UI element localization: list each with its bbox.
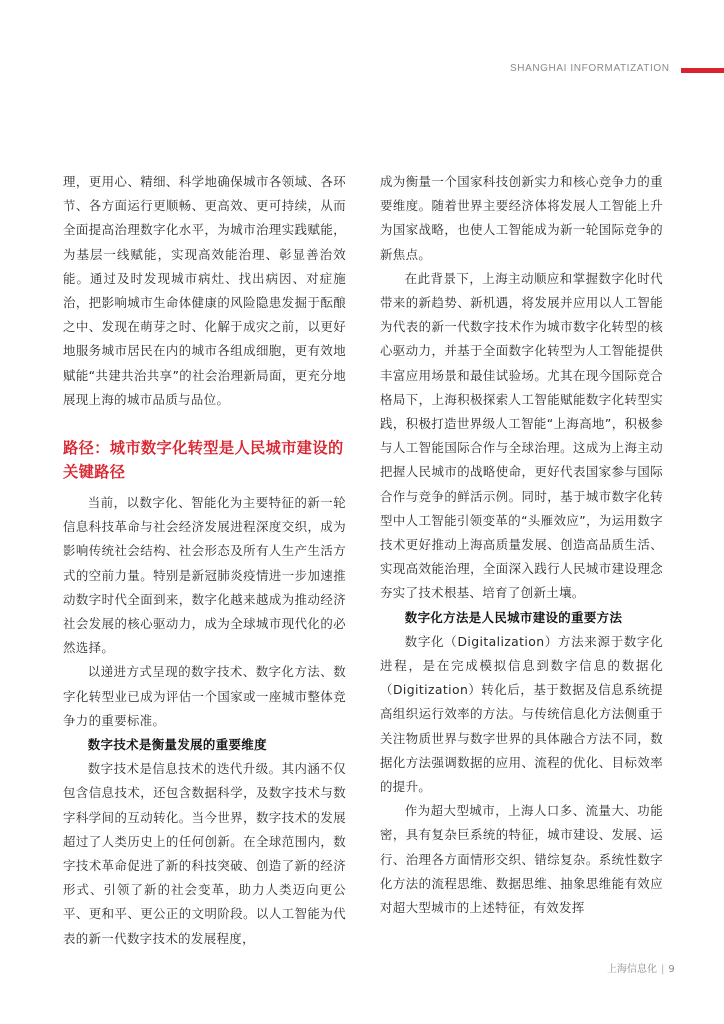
paragraph: 作为超大型城市，上海人口多、流量大、功能密，具有复杂巨系统的特征，城市建设、发展、运行、治理各方面情形交织、错综复杂。系统性数字化方法的流程思维、数据思维、抽象思维能有效应对超大型城市的上述特征，有效发挥 xyxy=(380,803,663,916)
paragraph-continued: 成为衡量一个国家科技创新实力和核心竞争力的重要维度。随着世界主要经济体将发展人工智能上升为国家战略，也使人工智能成为新一轮国际竞争的新焦点。 xyxy=(380,174,663,262)
right-column xyxy=(380,170,663,920)
paragraph: 当前，以数字化、智能化为主要特征的新一轮信息科技革命与社会经济发展进程深度交织，成为影响传统社会结构、社会形态及所有人生产生活方式的空前力量。特别是新冠肺炎疫情进一步加速推动数字时代全面到来，数字化越来越成为推动经济社会发展的核心驱动力，成为全球城市现代化的必然选择。 xyxy=(63,495,346,656)
sub-heading: 数字技术是衡量发展的重要维度 xyxy=(87,737,267,753)
publication-name: 上海信息化 xyxy=(607,964,657,975)
section-heading: 路径：城市数字化转型是人民城市建设的关键路径 xyxy=(63,439,344,482)
page-footer xyxy=(607,960,675,975)
paragraph: 数字化（Digitalization）方法来源于数字化进程，是在完成模拟信息到数字信息的数据化（Digitization）转化后，基于数据及信息系统提高组织运行效率的方法。与传统信息化方法侧重于关注物质世界与数字世界的具体融合方法不同，数据化方法强调数据的应用、流程的优化、目标效率的提升。 xyxy=(380,633,663,795)
page-number: 9 xyxy=(668,964,675,975)
header-brand: SHANGHAI INFORMATIZATION xyxy=(510,63,670,74)
paragraph: 数字技术是信息技术的迭代升级。其内涵不仅包含信息技术，还包含数据科学，及数字技术与数字科学间的互动转化。当今世界，数字技术的发展超过了人类历史上的任何创新。在全球范围内，数字技术革命促进了新的科技突破、创造了新的经济形式、引领了新的社会变革，助力人类迈向更公平、更和平、更公正的文明阶段。以人工智能为代表的新一代数字技术的发展程度， xyxy=(63,761,346,946)
sub-heading: 数字化方法是人民城市建设的重要方法 xyxy=(404,609,623,625)
footer-divider: | xyxy=(661,964,665,975)
header-accent-bar xyxy=(681,68,724,73)
paragraph-continued: 理，更用心、精细、科学地确保城市各领域、各环节、各方面运行更顺畅、更高效、更可持续，从而全面提高治理数字化水平，为城市治理实践赋能，为基层一线赋能，实现高效能治理、彰显善治效能。通过及时发现城市病灶、找出病因、对症施治，把影响城市生命体健康的风险隐患发掘于酝酿之中、发现在萌芽之时、化解于成灾之前，以更好地服务城市居民在内的城市各组成细胞，更有效地赋能“共建共治共享”的社会治理新局面，更充分地展现上海的城市品质与品位。 xyxy=(63,174,346,407)
paragraph: 以递进方式呈现的数字技术、数字化方法、数字化转型业已成为评估一个国家或一座城市整体竞争力的重要标准。 xyxy=(63,664,346,728)
paragraph: 在此背景下，上海主动顺应和掌握数字化时代带来的新趋势、新机遇，将发展并应用以人工智能为代表的新一代数字技术作为城市数字化转型的核心驱动力，并基于全面数字化转型为人工智能提供丰富应用场景和最佳试验场。尤其在现今国际竞合格局下，上海积极探索人工智能赋能数字化转型实践，积极打造世界级人工智能“上海高地”，积极参与人工智能国际合作与全球治理。这成为上海主动把握人民城市的战略使命，更好代表国家参与国际合作与竞争的鲜活示例。同时，基于城市数字化转型中人工智能引领变革的“头雁效应”，为运用数字技术更好推动上海高质量发展、创造高品质生活、实现高效能治理，全面深入践行人民城市建设理念夯实了技术根基、培育了创新土壤。 xyxy=(380,270,663,601)
left-column xyxy=(63,170,346,951)
